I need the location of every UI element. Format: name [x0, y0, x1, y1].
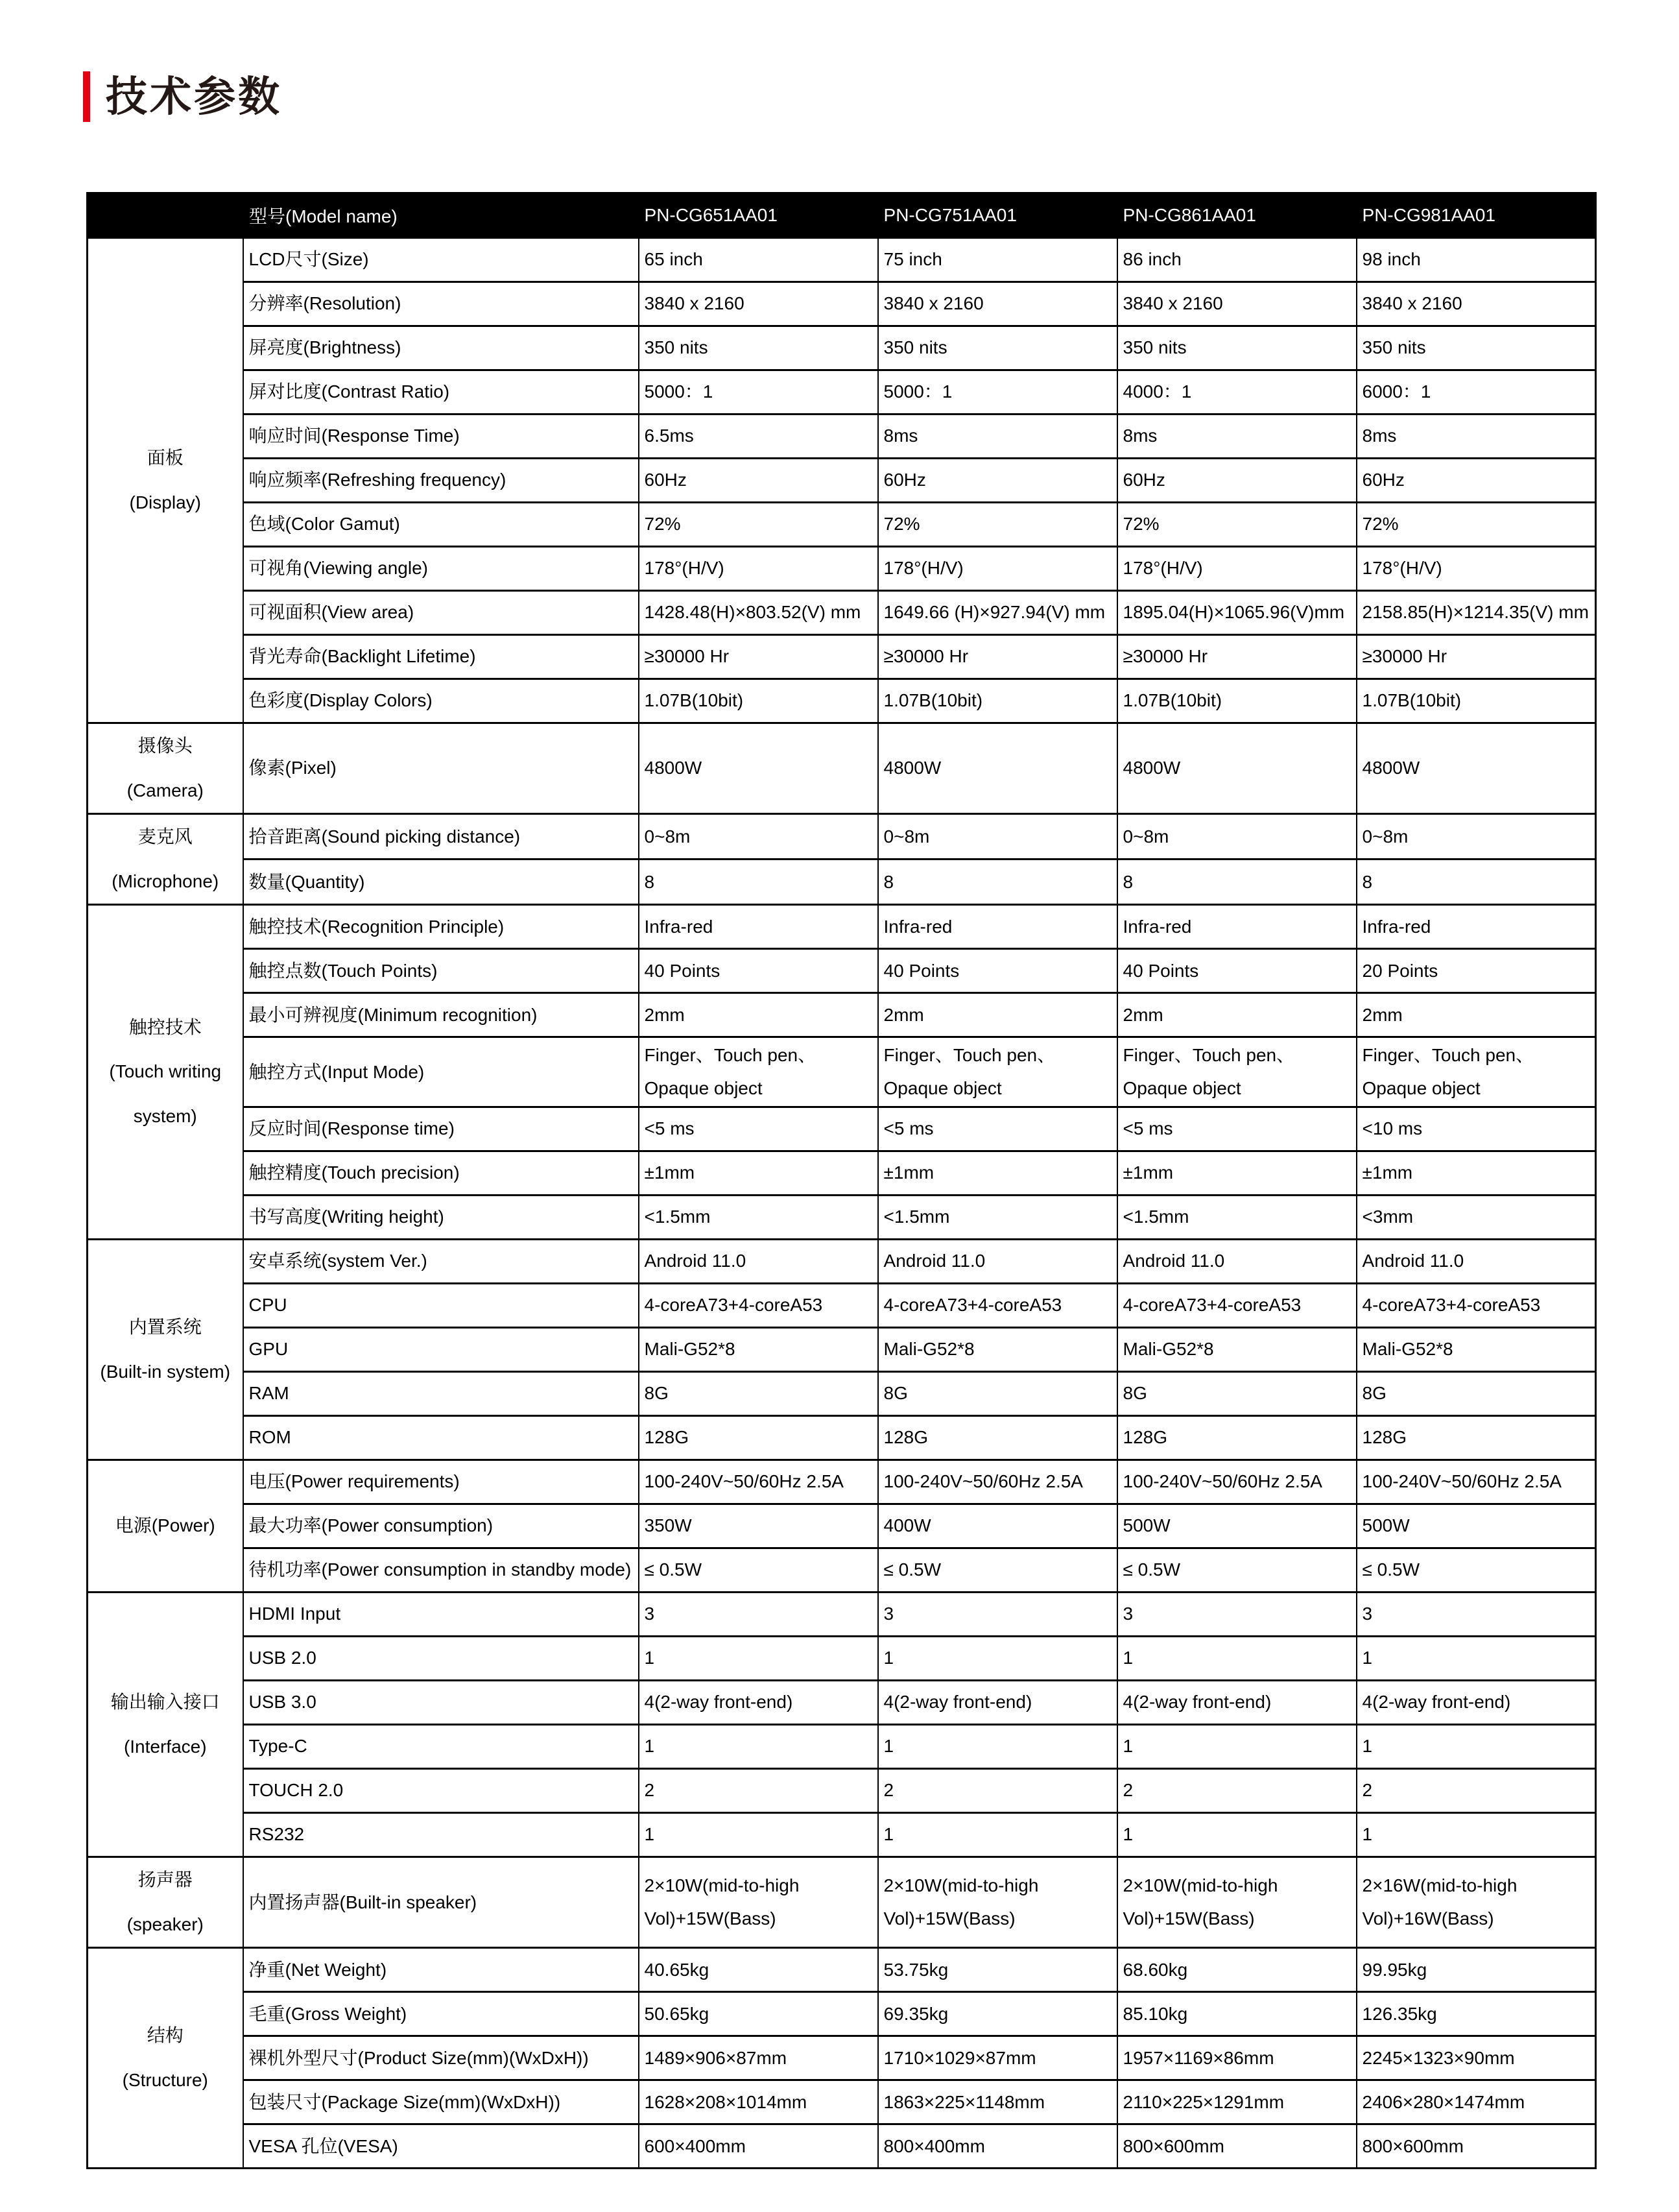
group-label-line: 触控技术 [128, 1016, 202, 1037]
value-cell: 40.65kg [639, 1948, 878, 1992]
value-cell: 4800W [1117, 723, 1357, 814]
table-row [88, 326, 1596, 370]
value-cell: 4(2-way front-end) [1357, 1681, 1596, 1725]
table-row [88, 1196, 1596, 1240]
value-cell: Infra-red [878, 905, 1117, 949]
value-cell: Mali-G52*8 [1117, 1328, 1357, 1372]
param-cell: 背光寿命(Backlight Lifetime) [243, 635, 639, 679]
value-cell: 128G [1357, 1416, 1596, 1460]
value-cell: 98 inch [1357, 238, 1596, 282]
value-cell: 1489×906×87mm [639, 2036, 878, 2080]
value-cell: 1 [878, 1725, 1117, 1769]
param-cell: 数量(Quantity) [243, 860, 639, 905]
value-cell: ±1mm [1357, 1151, 1596, 1196]
param-cell: 净重(Net Weight) [243, 1948, 639, 1992]
group-label-line: (Microphone) [112, 871, 219, 891]
table-row [88, 1813, 1596, 1857]
table-row [88, 370, 1596, 415]
group-cell-speaker [88, 1857, 243, 1948]
value-cell: 500W [1117, 1504, 1357, 1548]
value-cell: 72% [639, 503, 878, 547]
group-label-line: 扬声器 [137, 1869, 193, 1890]
group-cell-built-in-system [88, 1240, 243, 1460]
value-cell: 178°(H/V) [1357, 547, 1596, 591]
value-cell: 8 [639, 860, 878, 905]
spec-table-body [88, 238, 1596, 2169]
value-cell: ±1mm [878, 1151, 1117, 1196]
value-cell: 4800W [878, 723, 1117, 814]
value-cell: 0~8m [639, 814, 878, 860]
value-cell: 178°(H/V) [639, 547, 878, 591]
value-cell: ≥30000 Hr [878, 635, 1117, 679]
table-row [88, 679, 1596, 723]
value-cell: 2mm [1357, 993, 1596, 1037]
value-cell: 2406×280×1474mm [1357, 2080, 1596, 2124]
value-cell: 8G [878, 1372, 1117, 1416]
value-cell: 2mm [1117, 993, 1357, 1037]
value-cell: 1957×1169×86mm [1117, 2036, 1357, 2080]
table-row [88, 1107, 1596, 1151]
table-row [88, 1857, 1596, 1948]
value-cell: 8ms [878, 415, 1117, 459]
value-cell: Finger、Touch pen、Opaque object [639, 1037, 878, 1107]
header-row [88, 193, 1596, 238]
spec-table-header [88, 193, 1596, 238]
page-title-block [83, 71, 282, 122]
value-cell: 6.5ms [639, 415, 878, 459]
value-cell: 2 [1357, 1769, 1596, 1813]
table-row [88, 1593, 1596, 1637]
table-row [88, 1681, 1596, 1725]
value-cell: 126.35kg [1357, 1992, 1596, 2036]
value-cell: 128G [878, 1416, 1117, 1460]
group-label-line: (Camera) [126, 780, 204, 800]
table-row [88, 2124, 1596, 2169]
value-cell: 100-240V~50/60Hz 2.5A [639, 1460, 878, 1504]
value-cell: 400W [878, 1504, 1117, 1548]
param-cell: 响应时间(Response Time) [243, 415, 639, 459]
param-cell: 触控方式(Input Mode) [243, 1037, 639, 1107]
value-cell: 2158.85(H)×1214.35(V) mm [1357, 591, 1596, 635]
value-cell: 0~8m [1357, 814, 1596, 860]
group-label-line: (Interface) [123, 1736, 207, 1757]
value-cell: 3 [1117, 1593, 1357, 1637]
group-cell-camera [88, 723, 243, 814]
value-cell: 100-240V~50/60Hz 2.5A [1357, 1460, 1596, 1504]
value-cell: 0~8m [878, 814, 1117, 860]
param-cell: 屏对比度(Contrast Ratio) [243, 370, 639, 415]
value-cell: 1 [639, 1813, 878, 1857]
value-cell: 20 Points [1357, 949, 1596, 993]
group-cell-structure [88, 1948, 243, 2169]
param-cell: VESA 孔位(VESA) [243, 2124, 639, 2169]
value-cell: 86 inch [1117, 238, 1357, 282]
value-cell: 4-coreA73+4-coreA53 [1357, 1284, 1596, 1328]
table-row [88, 1151, 1596, 1196]
table-row [88, 905, 1596, 949]
value-cell: <5 ms [639, 1107, 878, 1151]
param-cell: TOUCH 2.0 [243, 1769, 639, 1813]
value-cell: 8 [1117, 860, 1357, 905]
value-cell: <10 ms [1357, 1107, 1596, 1151]
value-cell: 1 [1117, 1813, 1357, 1857]
value-cell: 2 [639, 1769, 878, 1813]
value-cell: <5 ms [878, 1107, 1117, 1151]
table-row [88, 1504, 1596, 1548]
value-cell: Android 11.0 [1357, 1240, 1596, 1284]
table-row [88, 723, 1596, 814]
table-row [88, 2036, 1596, 2080]
value-cell: <1.5mm [639, 1196, 878, 1240]
group-label-line: 电源(Power) [115, 1515, 215, 1536]
value-cell: 3 [639, 1593, 878, 1637]
value-cell: 350 nits [878, 326, 1117, 370]
value-cell: 2mm [878, 993, 1117, 1037]
param-cell: 响应频率(Refreshing frequency) [243, 459, 639, 503]
table-row [88, 459, 1596, 503]
table-row [88, 1992, 1596, 2036]
value-cell: 4800W [1357, 723, 1596, 814]
value-cell: 1710×1029×87mm [878, 2036, 1117, 2080]
value-cell: ±1mm [639, 1151, 878, 1196]
param-cell: 电压(Power requirements) [243, 1460, 639, 1504]
value-cell: Mali-G52*8 [1357, 1328, 1596, 1372]
value-cell: 72% [1357, 503, 1596, 547]
value-cell: 1 [639, 1725, 878, 1769]
value-cell: 40 Points [878, 949, 1117, 993]
value-cell: 4-coreA73+4-coreA53 [1117, 1284, 1357, 1328]
table-row [88, 860, 1596, 905]
value-cell: 3840 x 2160 [878, 282, 1117, 326]
value-cell: 5000：1 [878, 370, 1117, 415]
param-cell: 色彩度(Display Colors) [243, 679, 639, 723]
value-cell: <1.5mm [878, 1196, 1117, 1240]
table-row [88, 1725, 1596, 1769]
value-cell: 1428.48(H)×803.52(V) mm [639, 591, 878, 635]
param-cell: Type-C [243, 1725, 639, 1769]
model-name-header: 型号(Model name) [88, 193, 639, 238]
table-row [88, 1548, 1596, 1593]
value-cell: 3840 x 2160 [1357, 282, 1596, 326]
table-row [88, 282, 1596, 326]
value-cell: 60Hz [1117, 459, 1357, 503]
table-row [88, 1328, 1596, 1372]
value-cell: 2×10W(mid-to-high Vol)+15W(Bass) [1117, 1857, 1357, 1948]
table-row [88, 591, 1596, 635]
value-cell: 2×16W(mid-to-high Vol)+16W(Bass) [1357, 1857, 1596, 1948]
table-row [88, 1284, 1596, 1328]
value-cell: 350 nits [1117, 326, 1357, 370]
param-cell: RAM [243, 1372, 639, 1416]
value-cell: 1.07B(10bit) [639, 679, 878, 723]
value-cell: Mali-G52*8 [639, 1328, 878, 1372]
value-cell: 69.35kg [878, 1992, 1117, 2036]
value-cell: Finger、Touch pen、Opaque object [878, 1037, 1117, 1107]
value-cell: 1 [639, 1637, 878, 1681]
value-cell: 60Hz [639, 459, 878, 503]
value-cell: 4(2-way front-end) [878, 1681, 1117, 1725]
value-cell: ≤ 0.5W [1117, 1548, 1357, 1593]
value-cell: 72% [878, 503, 1117, 547]
value-cell: 1 [1357, 1813, 1596, 1857]
group-cell-display [88, 238, 243, 723]
group-label-line: 摄像头 [137, 736, 193, 756]
value-cell: 8G [1117, 1372, 1357, 1416]
value-cell: ≤ 0.5W [1357, 1548, 1596, 1593]
value-cell: 4-coreA73+4-coreA53 [639, 1284, 878, 1328]
value-cell: Infra-red [1357, 905, 1596, 949]
table-row [88, 635, 1596, 679]
value-cell: 40 Points [1117, 949, 1357, 993]
value-cell: 60Hz [1357, 459, 1596, 503]
value-cell: 72% [1117, 503, 1357, 547]
param-cell: USB 2.0 [243, 1637, 639, 1681]
table-row [88, 415, 1596, 459]
value-cell: <5 ms [1117, 1107, 1357, 1151]
group-label-line: 内置系统 [128, 1317, 202, 1338]
param-cell: 内置扬声器(Built-in speaker) [243, 1857, 639, 1948]
param-cell: GPU [243, 1328, 639, 1372]
group-cell-touch [88, 905, 243, 1240]
value-cell: 2110×225×1291mm [1117, 2080, 1357, 2124]
table-row [88, 547, 1596, 591]
value-cell: 1 [1357, 1725, 1596, 1769]
value-cell: ±1mm [1117, 1151, 1357, 1196]
group-cell-power [88, 1460, 243, 1593]
param-cell: 触控精度(Touch precision) [243, 1151, 639, 1196]
title-accent-bar [83, 71, 90, 122]
value-cell: 800×400mm [878, 2124, 1117, 2169]
value-cell: 75 inch [878, 238, 1117, 282]
spec-table [86, 192, 1597, 2169]
value-cell: 100-240V~50/60Hz 2.5A [878, 1460, 1117, 1504]
param-cell: 裸机外型尺寸(Product Size(mm)(WxDxH)) [243, 2036, 639, 2080]
group-label-line: 面板 [147, 447, 184, 468]
value-cell: 2×10W(mid-to-high Vol)+15W(Bass) [639, 1857, 878, 1948]
value-cell: 1649.66 (H)×927.94(V) mm [878, 591, 1117, 635]
value-cell: 65 inch [639, 238, 878, 282]
value-cell: 100-240V~50/60Hz 2.5A [1117, 1460, 1357, 1504]
table-row [88, 949, 1596, 993]
param-cell: HDMI Input [243, 1593, 639, 1637]
param-cell: 安卓系统(system Ver.) [243, 1240, 639, 1284]
table-row [88, 503, 1596, 547]
param-cell: 最小可辨视度(Minimum recognition) [243, 993, 639, 1037]
param-cell: LCD尺寸(Size) [243, 238, 639, 282]
table-row [88, 1372, 1596, 1416]
value-cell: 2 [878, 1769, 1117, 1813]
param-cell: ROM [243, 1416, 639, 1460]
group-label-line: (Built-in system) [100, 1361, 231, 1382]
value-cell: 3840 x 2160 [639, 282, 878, 326]
value-cell: 8 [1357, 860, 1596, 905]
value-cell: 4(2-way front-end) [639, 1681, 878, 1725]
value-cell: 50.65kg [639, 1992, 878, 2036]
value-cell: 1 [878, 1637, 1117, 1681]
value-cell: 6000：1 [1357, 370, 1596, 415]
table-row [88, 1240, 1596, 1284]
value-cell: ≤ 0.5W [639, 1548, 878, 1593]
page-title: 技术参数 [106, 73, 282, 120]
value-cell: 2×10W(mid-to-high Vol)+15W(Bass) [878, 1857, 1117, 1948]
model-column-header-1: PN-CG651AA01 [639, 193, 878, 238]
value-cell: 8 [878, 860, 1117, 905]
param-cell: 包装尺寸(Package Size(mm)(WxDxH)) [243, 2080, 639, 2124]
value-cell: 3840 x 2160 [1117, 282, 1357, 326]
table-row [88, 1416, 1596, 1460]
value-cell: 128G [1117, 1416, 1357, 1460]
param-cell: 分辨率(Resolution) [243, 282, 639, 326]
value-cell: 4(2-way front-end) [1117, 1681, 1357, 1725]
value-cell: 85.10kg [1117, 1992, 1357, 2036]
group-cell-interface [88, 1593, 243, 1857]
value-cell: 0~8m [1117, 814, 1357, 860]
value-cell: 178°(H/V) [1117, 547, 1357, 591]
value-cell: 2mm [639, 993, 878, 1037]
param-cell: 屏亮度(Brightness) [243, 326, 639, 370]
table-row [88, 1948, 1596, 1992]
table-row [88, 1637, 1596, 1681]
table-row [88, 1460, 1596, 1504]
param-cell: 最大功率(Power consumption) [243, 1504, 639, 1548]
param-cell: 触控点数(Touch Points) [243, 949, 639, 993]
value-cell: 8ms [1357, 415, 1596, 459]
value-cell: Finger、Touch pen、Opaque object [1117, 1037, 1357, 1107]
model-column-header-2: PN-CG751AA01 [878, 193, 1117, 238]
value-cell: 800×600mm [1357, 2124, 1596, 2169]
value-cell: 1 [1357, 1637, 1596, 1681]
value-cell: 1.07B(10bit) [1357, 679, 1596, 723]
value-cell: ≤ 0.5W [878, 1548, 1117, 1593]
value-cell: 800×600mm [1117, 2124, 1357, 2169]
value-cell: Finger、Touch pen、Opaque object [1357, 1037, 1596, 1107]
value-cell: 1 [878, 1813, 1117, 1857]
param-cell: 触控技术(Recognition Principle) [243, 905, 639, 949]
value-cell: 1.07B(10bit) [878, 679, 1117, 723]
table-row [88, 2080, 1596, 2124]
param-cell: 像素(Pixel) [243, 723, 639, 814]
value-cell: Android 11.0 [878, 1240, 1117, 1284]
value-cell: 4800W [639, 723, 878, 814]
group-label-line: (speaker) [126, 1914, 204, 1934]
value-cell: 60Hz [878, 459, 1117, 503]
value-cell: 3 [1357, 1593, 1596, 1637]
value-cell: 53.75kg [878, 1948, 1117, 1992]
value-cell: Android 11.0 [1117, 1240, 1357, 1284]
value-cell: 40 Points [639, 949, 878, 993]
group-label-line: 麦克风 [137, 826, 193, 847]
value-cell: 8G [639, 1372, 878, 1416]
table-row [88, 1769, 1596, 1813]
table-row [88, 814, 1596, 860]
group-label-line: (Touch writing [109, 1061, 222, 1082]
value-cell: <1.5mm [1117, 1196, 1357, 1240]
value-cell: Android 11.0 [639, 1240, 878, 1284]
group-label-line: (Display) [129, 492, 201, 512]
group-cell-microphone [88, 814, 243, 905]
value-cell: 128G [639, 1416, 878, 1460]
param-cell: 可视角(Viewing angle) [243, 547, 639, 591]
param-cell: 待机功率(Power consumption in standby mode) [243, 1548, 639, 1593]
value-cell: 600×400mm [639, 2124, 878, 2169]
value-cell: 4000：1 [1117, 370, 1357, 415]
group-label-line: 输出输入接口 [110, 1692, 220, 1713]
table-row [88, 993, 1596, 1037]
value-cell: Infra-red [1117, 905, 1357, 949]
value-cell: 1 [1117, 1725, 1357, 1769]
param-cell: RS232 [243, 1813, 639, 1857]
param-cell: USB 3.0 [243, 1681, 639, 1725]
model-column-header-3: PN-CG861AA01 [1117, 193, 1357, 238]
value-cell: 68.60kg [1117, 1948, 1357, 1992]
group-label-line: system) [133, 1106, 197, 1127]
group-label-line: (Structure) [122, 2069, 208, 2090]
value-cell: 1863×225×1148mm [878, 2080, 1117, 2124]
value-cell: Mali-G52*8 [878, 1328, 1117, 1372]
value-cell: ≥30000 Hr [1357, 635, 1596, 679]
value-cell: 350 nits [639, 326, 878, 370]
model-column-header-4: PN-CG981AA01 [1357, 193, 1596, 238]
table-row [88, 238, 1596, 282]
value-cell: 350W [639, 1504, 878, 1548]
value-cell: Infra-red [639, 905, 878, 949]
value-cell: 1628×208×1014mm [639, 2080, 878, 2124]
param-cell: 色域(Color Gamut) [243, 503, 639, 547]
value-cell: 178°(H/V) [878, 547, 1117, 591]
value-cell: 99.95kg [1357, 1948, 1596, 1992]
value-cell: 5000：1 [639, 370, 878, 415]
param-cell: 反应时间(Response time) [243, 1107, 639, 1151]
param-cell: 可视面积(View area) [243, 591, 639, 635]
param-cell: 拾音距离(Sound picking distance) [243, 814, 639, 860]
value-cell: 4-coreA73+4-coreA53 [878, 1284, 1117, 1328]
value-cell: 1 [1117, 1637, 1357, 1681]
value-cell: 500W [1357, 1504, 1596, 1548]
param-cell: CPU [243, 1284, 639, 1328]
value-cell: ≥30000 Hr [639, 635, 878, 679]
param-cell: 毛重(Gross Weight) [243, 1992, 639, 2036]
table-row [88, 1037, 1596, 1107]
value-cell: 1895.04(H)×1065.96(V)mm [1117, 591, 1357, 635]
value-cell: 8G [1357, 1372, 1596, 1416]
group-label-line: 结构 [147, 2025, 184, 2046]
value-cell: 8ms [1117, 415, 1357, 459]
value-cell: 2245×1323×90mm [1357, 2036, 1596, 2080]
value-cell: 2 [1117, 1769, 1357, 1813]
value-cell: <3mm [1357, 1196, 1596, 1240]
value-cell: 350 nits [1357, 326, 1596, 370]
value-cell: 3 [878, 1593, 1117, 1637]
param-cell: 书写高度(Writing height) [243, 1196, 639, 1240]
value-cell: ≥30000 Hr [1117, 635, 1357, 679]
value-cell: 1.07B(10bit) [1117, 679, 1357, 723]
